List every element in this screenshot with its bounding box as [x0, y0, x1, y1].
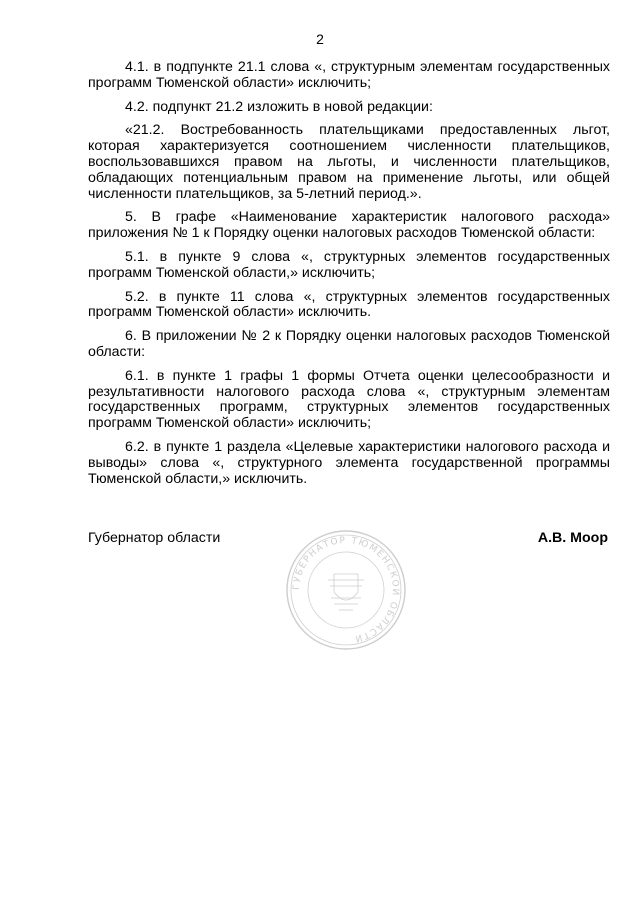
seal-mid-ring	[291, 535, 401, 645]
paragraph-6-2: 6.2. в пункте 1 раздела «Целевые характеристики налогового расхода и выводы» слова «, структурного элемента государственной программы Тюменской области,» исключить.	[88, 438, 610, 487]
paragraph-4-1: 4.1. в подпункте 21.1 слова «, структурным элементам государственных программ Тюменской области» исключить;	[88, 59, 610, 91]
paragraph-21-2: «21.2. Востребованность плательщиками предоставленных льгот, которая характеризуется соотношением численности плательщиков, воспользовавшихся правом на льготы, и численности плательщиков, обладающих потенциальным правом на применение льготы, или общей численности плательщиков, за 5-летний период.».	[88, 122, 610, 202]
official-seal	[284, 528, 408, 652]
paragraph-6-1: 6.1. в пункте 1 графы 1 формы Отчета оценки целесообразности и результативности налогового расхода слова «, структурным элементам государственных программ, структурных элементов государственных программ Тюменской области» исключить;	[88, 367, 610, 432]
seal-ring-text: ГУБЕРНАТОР ТЮМЕНСКОЙ ОБЛАСТИ	[291, 535, 401, 644]
paragraph-5-2: 5.2. в пункте 11 слова «, структурных элементов государственных программ Тюменской области» исключить.	[88, 288, 610, 321]
paragraph-4-2: 4.2. подпункт 21.2 изложить в новой редакции:	[125, 98, 433, 115]
seal-outer-ring	[287, 531, 405, 649]
signatory-title: Губернатор области	[88, 530, 221, 546]
seal-inner-ring	[308, 552, 384, 628]
paragraph-5-1: 5.1. в пункте 9 слова «, структурных элементов государственных программ Тюменской области,» исключить;	[88, 248, 610, 281]
page-number: 2	[316, 31, 324, 47]
paragraph-5: 5. В графе «Наименование характеристик налогового расхода» приложения № 1 к Порядку оценки налоговых расходов Тюменской области:	[88, 209, 610, 242]
seal-emblem	[328, 574, 364, 610]
document-body	[88, 60, 610, 495]
paragraph-6: 6. В приложении № 2 к Порядку оценки налоговых расходов Тюменской области:	[88, 328, 610, 360]
signatory-name: А.В. Моор	[537, 530, 608, 546]
signature-block	[88, 530, 608, 644]
